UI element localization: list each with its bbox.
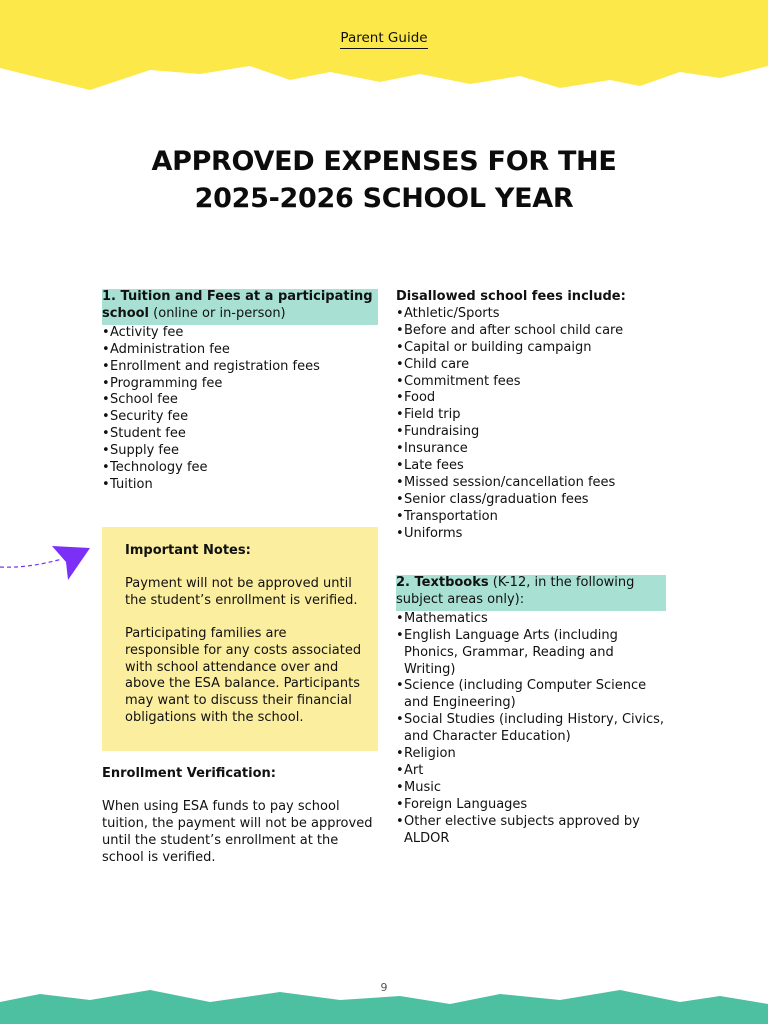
- list-item: • English Language Arts (including Phonics, Grammar, Reading and Writing): [396, 628, 666, 679]
- paper-plane-arrow-icon: [0, 540, 100, 590]
- tuition-fee-list: [102, 325, 378, 494]
- page-title-line-2: 2025-2026 SCHOOL YEAR: [194, 183, 574, 214]
- page-number: 9: [380, 981, 388, 994]
- list-item: • Senior class/graduation fees: [396, 492, 666, 509]
- list-item: • Mathematics: [396, 611, 666, 628]
- list-item: • Field trip: [396, 407, 666, 424]
- list-item: • Late fees: [396, 458, 666, 475]
- list-item: • Art: [396, 763, 666, 780]
- tuition-section: [102, 289, 378, 494]
- list-item: • Enrollment and registration fees: [102, 359, 378, 376]
- disallowed-fees-section: [396, 289, 666, 543]
- important-notes-paragraph-2: Participating families are responsible for any costs associated with school attendance over and above the ESA balance. Participants may want to discuss their financial obligations with the school.: [125, 625, 362, 726]
- list-item: • Tuition: [102, 477, 378, 494]
- list-item: • Athletic/Sports: [396, 306, 666, 323]
- list-item: • Social Studies (including History, Civics, and Character Education): [396, 712, 666, 746]
- list-item: • Programming fee: [102, 376, 378, 393]
- textbooks-heading: [396, 575, 666, 611]
- list-item: • Missed session/cancellation fees: [396, 475, 666, 492]
- enrollment-verification-section: [102, 766, 378, 883]
- list-item: • Foreign Languages: [396, 797, 666, 814]
- enrollment-verification-text: When using ESA funds to pay school tuition, the payment will not be approved until the student’s enrollment at the school is verified.: [102, 798, 373, 865]
- list-item: • Food: [396, 390, 666, 407]
- list-item: • Transportation: [396, 509, 666, 526]
- list-item: • School fee: [102, 392, 378, 409]
- list-item: • Other elective subjects approved by ALDOR: [396, 814, 666, 848]
- disallowed-fees-heading: Disallowed school fees include:: [396, 289, 626, 304]
- page-title: [0, 143, 768, 217]
- enrollment-verification-heading: Enrollment Verification:: [102, 766, 276, 781]
- list-item: • Uniforms: [396, 526, 666, 543]
- list-item: • Before and after school child care: [396, 323, 666, 340]
- footer-wave-band: [0, 984, 768, 1024]
- list-item: • Supply fee: [102, 443, 378, 460]
- textbooks-heading-normal: (K-12, in the following subject areas only):: [396, 575, 635, 607]
- page-title-line-1: APPROVED EXPENSES FOR THE: [151, 146, 617, 177]
- textbooks-section: [396, 575, 666, 848]
- header-label: [0, 30, 768, 46]
- list-item: • Technology fee: [102, 460, 378, 477]
- textbooks-subject-list: [396, 611, 666, 848]
- tuition-heading-bold: 1. Tuition and Fees at a participating school: [102, 289, 373, 321]
- list-item: • Music: [396, 780, 666, 797]
- parent-guide-label: Parent Guide: [340, 30, 427, 49]
- tuition-heading-normal: (online or in-person): [149, 305, 286, 321]
- list-item: • Religion: [396, 746, 666, 763]
- important-notes-box: [102, 527, 378, 751]
- header-wave-band: [0, 0, 768, 100]
- list-item: • Fundraising: [396, 424, 666, 441]
- list-item: • Commitment fees: [396, 374, 666, 391]
- list-item: • Student fee: [102, 426, 378, 443]
- list-item: • Administration fee: [102, 342, 378, 359]
- list-item: • Security fee: [102, 409, 378, 426]
- important-notes-heading: Important Notes:: [125, 543, 251, 558]
- list-item: • Capital or building campaign: [396, 340, 666, 357]
- list-item: • Activity fee: [102, 325, 378, 342]
- tuition-heading: [102, 289, 378, 325]
- textbooks-heading-bold: 2. Textbooks: [396, 575, 489, 590]
- list-item: • Insurance: [396, 441, 666, 458]
- important-notes-paragraph-1: Payment will not be approved until the student’s enrollment is verified.: [125, 575, 358, 608]
- list-item: • Child care: [396, 357, 666, 374]
- disallowed-fees-list: [396, 306, 666, 543]
- list-item: • Science (including Computer Science and Engineering): [396, 678, 666, 712]
